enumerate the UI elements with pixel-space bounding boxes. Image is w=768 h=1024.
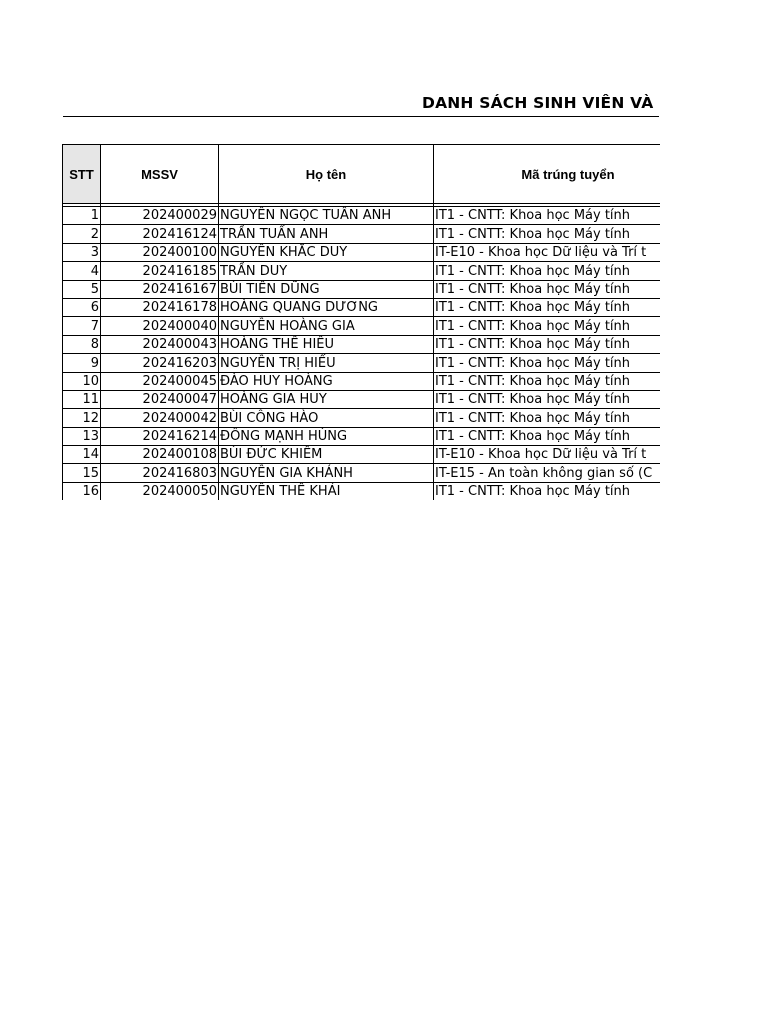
cell-stt: 9	[63, 354, 101, 372]
cell-mssv: 202416167	[101, 280, 219, 298]
cell-mssv: 202416214	[101, 427, 219, 445]
cell-mssv: 202416203	[101, 354, 219, 372]
cell-code: IT1 - CNTT: Khoa học Máy tính	[434, 317, 661, 335]
cell-name: ĐÀO HUY HOÀNG	[219, 372, 434, 390]
table-row	[63, 464, 661, 482]
cell-mssv: 202416803	[101, 464, 219, 482]
cell-mssv: 202400042	[101, 409, 219, 427]
cell-stt: 14	[63, 446, 101, 464]
cell-name: NGUYỄN THẾ KHẢI	[219, 482, 434, 500]
column-header-name: Họ tên	[219, 145, 434, 204]
cell-stt: 5	[63, 280, 101, 298]
cell-stt: 16	[63, 482, 101, 500]
table-body	[63, 204, 661, 501]
cell-name: NGUYỄN TRỊ HIẾU	[219, 354, 434, 372]
student-table	[62, 144, 660, 500]
cell-name: BÙI ĐỨC KHIÊM	[219, 446, 434, 464]
title-bar	[63, 92, 659, 117]
cell-stt: 2	[63, 225, 101, 243]
cell-name: HOÀNG QUANG DƯƠNG	[219, 298, 434, 316]
cell-mssv: 202400100	[101, 243, 219, 261]
table-row	[63, 354, 661, 372]
cell-mssv: 202400108	[101, 446, 219, 464]
table-row	[63, 207, 661, 225]
cell-code: IT1 - CNTT: Khoa học Máy tính	[434, 262, 661, 280]
table-row	[63, 317, 661, 335]
cell-name: NGUYỄN NGỌC TUẤN ANH	[219, 207, 434, 225]
cell-name: TRẦN DUY	[219, 262, 434, 280]
table-row	[63, 482, 661, 500]
table-row	[63, 335, 661, 353]
cell-name: BÙI TIẾN DŨNG	[219, 280, 434, 298]
column-header-mssv: MSSV	[101, 145, 219, 204]
cell-stt: 12	[63, 409, 101, 427]
cell-name: HOÀNG THẾ HIẾU	[219, 335, 434, 353]
cell-code: IT1 - CNTT: Khoa học Máy tính	[434, 482, 661, 500]
table-row	[63, 409, 661, 427]
cell-name: HOÀNG GIA HUY	[219, 390, 434, 408]
cell-name: BÙI CÔNG HÀO	[219, 409, 434, 427]
cell-mssv: 202416185	[101, 262, 219, 280]
table-row	[63, 243, 661, 261]
cell-stt: 7	[63, 317, 101, 335]
table-row	[63, 225, 661, 243]
cell-mssv: 202400047	[101, 390, 219, 408]
cell-name: NGUYỄN HOÀNG GIA	[219, 317, 434, 335]
cell-stt: 4	[63, 262, 101, 280]
cell-stt: 8	[63, 335, 101, 353]
page-title: DANH SÁCH SINH VIÊN VÀ	[422, 94, 654, 112]
cell-code: IT1 - CNTT: Khoa học Máy tính	[434, 225, 661, 243]
cell-code: IT-E10 - Khoa học Dữ liệu và Trí t	[434, 243, 661, 261]
cell-stt: 15	[63, 464, 101, 482]
cell-code: IT1 - CNTT: Khoa học Máy tính	[434, 427, 661, 445]
table-row	[63, 446, 661, 464]
cell-name: TRẦN TUẤN ANH	[219, 225, 434, 243]
cell-code: IT1 - CNTT: Khoa học Máy tính	[434, 280, 661, 298]
cell-mssv: 202400045	[101, 372, 219, 390]
cell-mssv: 202400043	[101, 335, 219, 353]
table-row	[63, 298, 661, 316]
cell-code: IT1 - CNTT: Khoa học Máy tính	[434, 298, 661, 316]
cell-mssv: 202416124	[101, 225, 219, 243]
cell-stt: 11	[63, 390, 101, 408]
cell-code: IT1 - CNTT: Khoa học Máy tính	[434, 335, 661, 353]
table-row	[63, 280, 661, 298]
cell-name: NGUYỄN GIA KHÁNH	[219, 464, 434, 482]
cell-name: NGUYỄN KHẮC DUY	[219, 243, 434, 261]
cell-code: IT-E10 - Khoa học Dữ liệu và Trí t	[434, 446, 661, 464]
student-table-container	[62, 144, 660, 500]
cell-mssv: 202400050	[101, 482, 219, 500]
table-header-row	[63, 145, 661, 204]
cell-mssv: 202400029	[101, 207, 219, 225]
column-header-code: Mã trúng tuyển	[434, 145, 661, 204]
column-header-stt: STT	[63, 145, 101, 204]
table-row	[63, 262, 661, 280]
table-row	[63, 390, 661, 408]
cell-name: ĐỒNG MẠNH HÙNG	[219, 427, 434, 445]
cell-stt: 3	[63, 243, 101, 261]
cell-stt: 13	[63, 427, 101, 445]
table-row	[63, 372, 661, 390]
cell-code: IT1 - CNTT: Khoa học Máy tính	[434, 354, 661, 372]
cell-stt: 10	[63, 372, 101, 390]
cell-mssv: 202400040	[101, 317, 219, 335]
cell-code: IT1 - CNTT: Khoa học Máy tính	[434, 372, 661, 390]
cell-code: IT-E15 - An toàn không gian số (C	[434, 464, 661, 482]
cell-mssv: 202416178	[101, 298, 219, 316]
cell-code: IT1 - CNTT: Khoa học Máy tính	[434, 207, 661, 225]
cell-code: IT1 - CNTT: Khoa học Máy tính	[434, 390, 661, 408]
cell-stt: 6	[63, 298, 101, 316]
cell-code: IT1 - CNTT: Khoa học Máy tính	[434, 409, 661, 427]
cell-stt: 1	[63, 207, 101, 225]
table-row	[63, 427, 661, 445]
